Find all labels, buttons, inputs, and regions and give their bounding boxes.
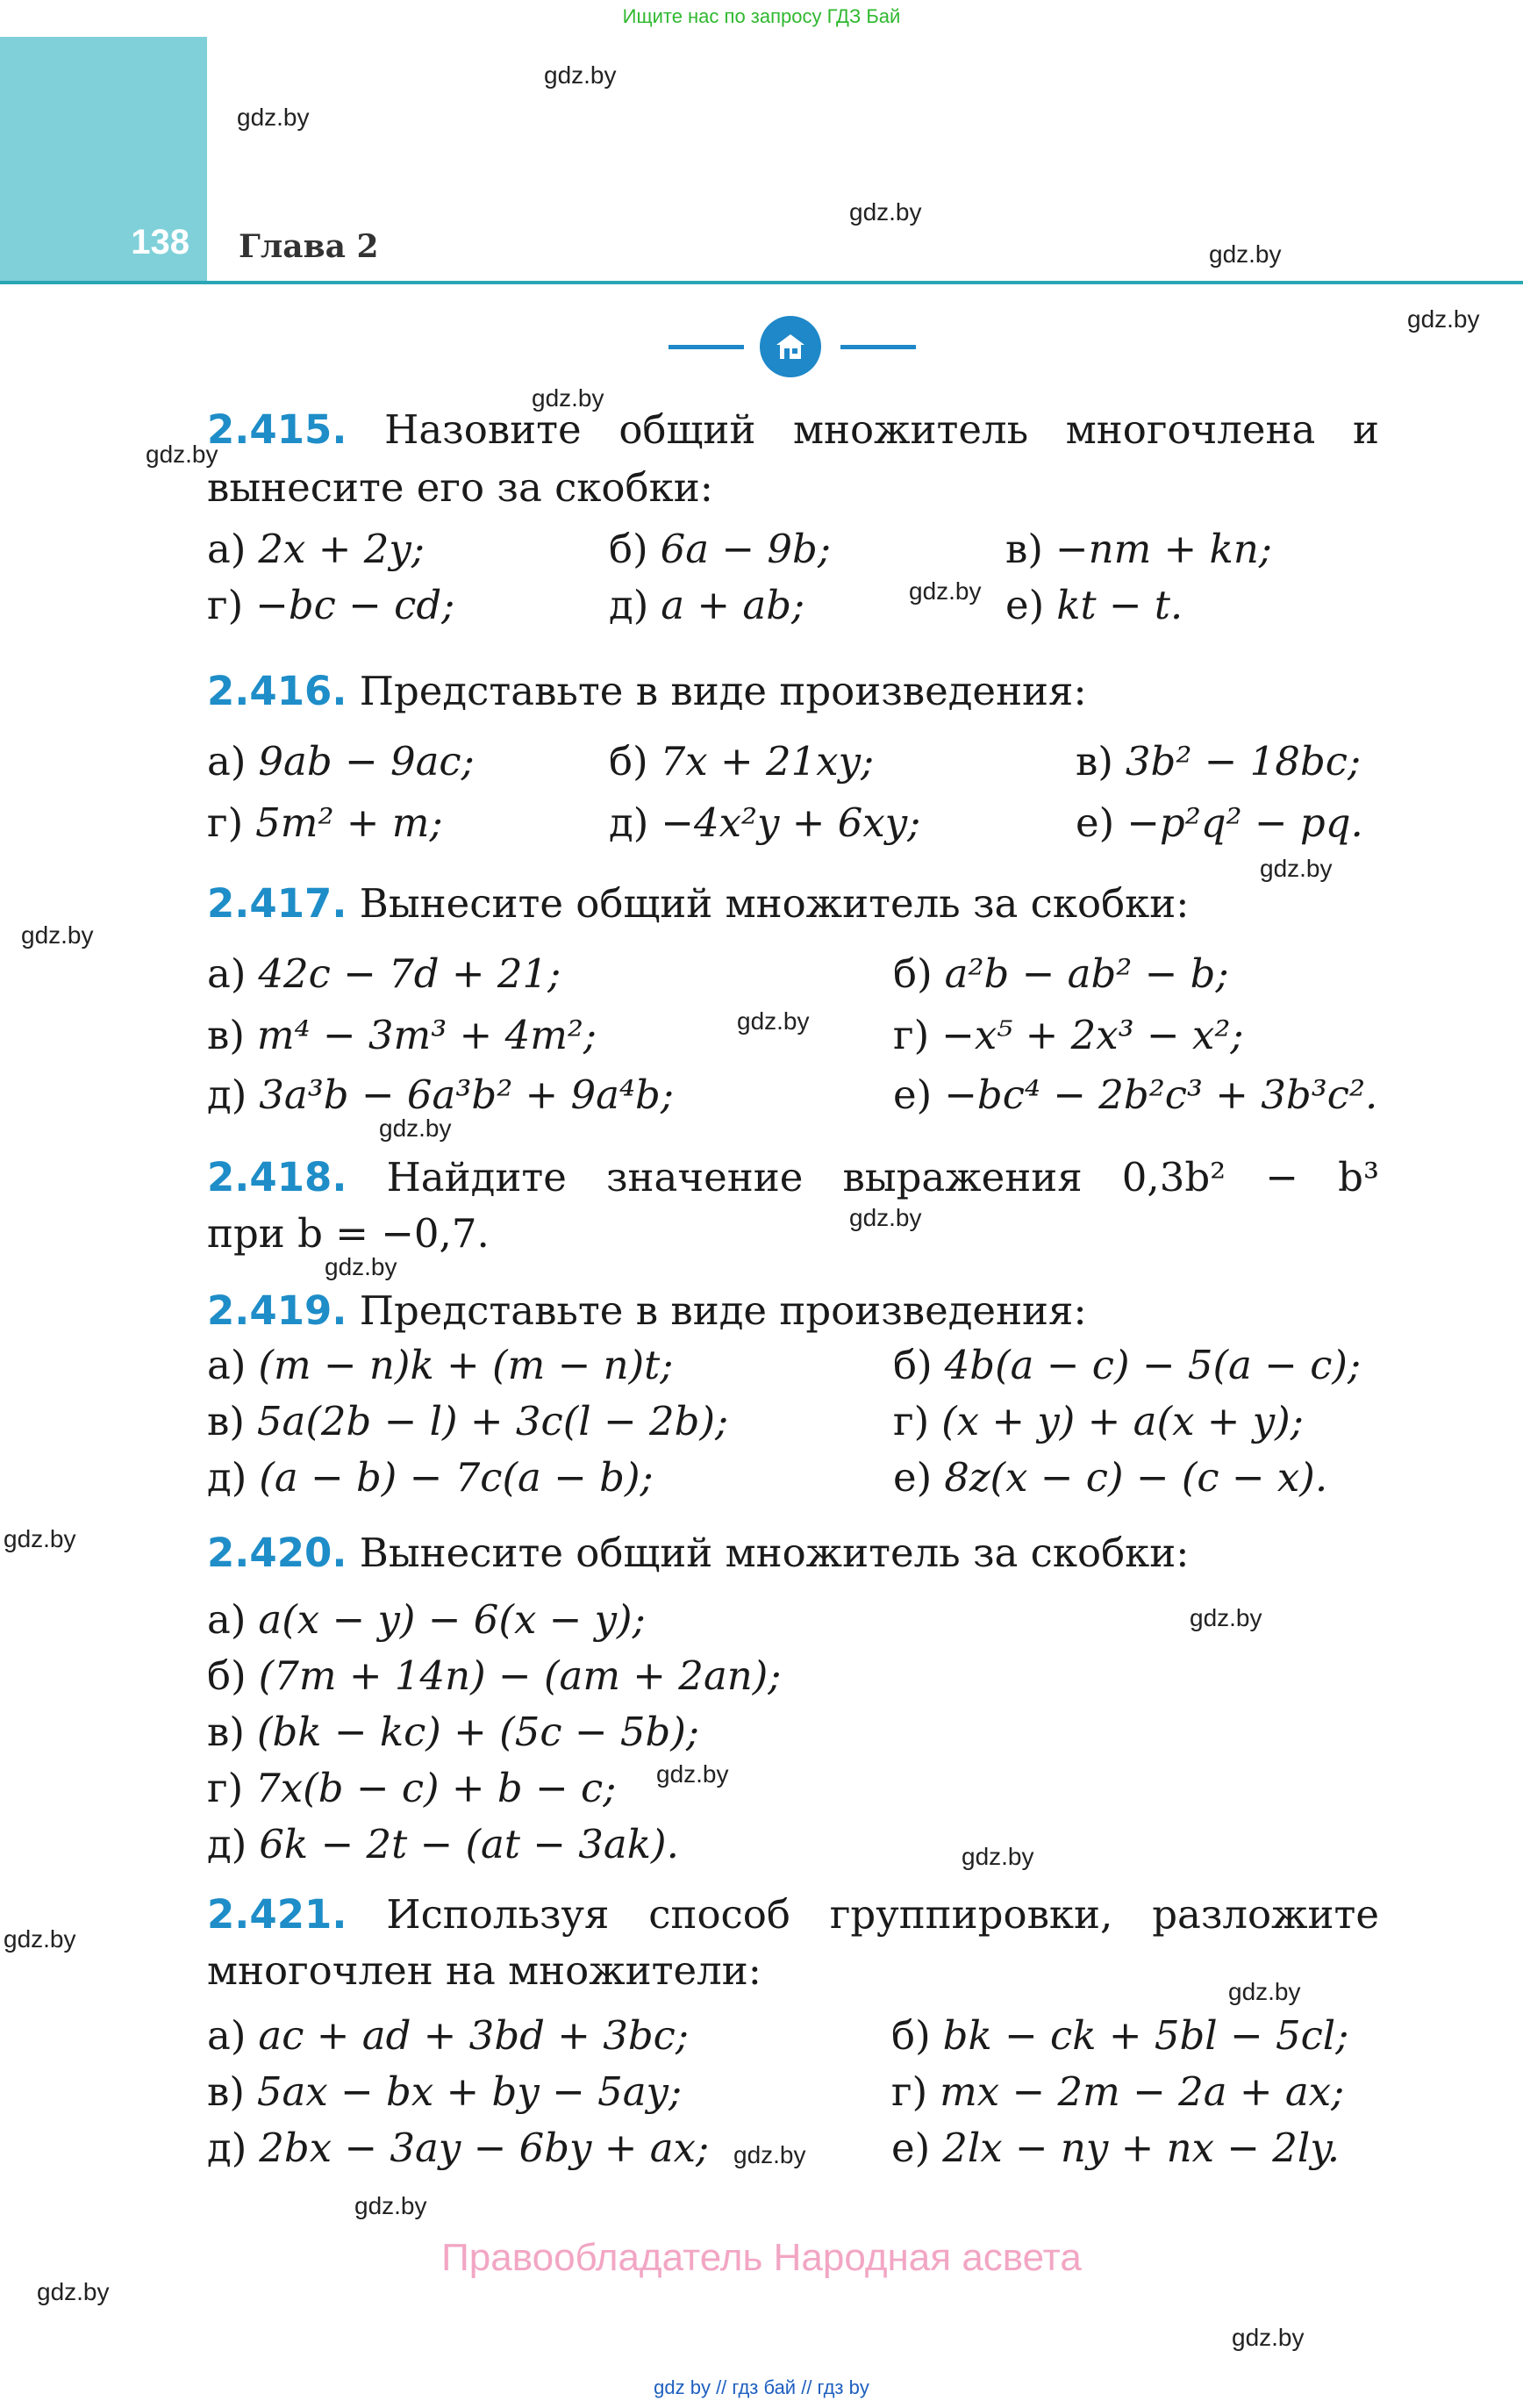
watermark: gdz.by xyxy=(37,2278,110,2305)
item-2-416-g: г) 5m² + m; xyxy=(207,799,443,846)
page-number: 138 xyxy=(131,223,189,262)
exercise-text: Вынесите общий множитель за скобки: xyxy=(359,1530,1190,1576)
exercise-2-421-line1 xyxy=(207,1887,1379,1943)
item-2-421-a: а) ac + ad + 3bd + 3bc; xyxy=(207,2012,690,2059)
watermark: gdz.by xyxy=(1209,240,1282,268)
exercise-2-417-line1 xyxy=(207,876,1379,932)
item-2-421-b: б) bk − ck + 5bl − 5cl; xyxy=(891,2012,1349,2059)
exercise-number: 2.416. xyxy=(207,668,347,714)
exercise-2-415-line1 xyxy=(207,402,1379,458)
watermark: gdz.by xyxy=(379,1114,452,1142)
watermark: gdz.by xyxy=(1232,2324,1305,2351)
watermark: gdz.by xyxy=(354,2192,427,2219)
item-2-420-g: г) 7x(b − c) + b − c; xyxy=(207,1765,617,1811)
item-2-420-d: д) 6k − 2t − (at − 3ak). xyxy=(207,1821,679,1867)
item-2-415-e: е) kt − t. xyxy=(1005,582,1183,628)
watermark: gdz.by xyxy=(737,1007,810,1035)
item-2-417-a: а) 42c − 7d + 21; xyxy=(207,950,561,997)
item-2-417-b: б) a²b − ab² − b; xyxy=(893,950,1229,997)
item-2-420-b: б) (7m + 14n) − (am + 2an); xyxy=(207,1652,782,1699)
header-divider xyxy=(0,281,1523,284)
item-2-416-d: д) −4x²y + 6xy; xyxy=(609,799,921,846)
chapter-title: Глава 2 xyxy=(239,228,379,265)
item-2-421-d: д) 2bx − 3ay − 6by + ax; xyxy=(207,2125,710,2171)
exercise-2-418-line1 xyxy=(207,1150,1379,1206)
item-2-415-g: г) −bc − cd; xyxy=(207,582,455,628)
item-2-419-a: а) (m − n)k + (m − n)t; xyxy=(207,1342,674,1388)
item-2-417-g: г) −x⁵ + 2x³ − x²; xyxy=(893,1012,1244,1058)
exercise-text: Назовите общий множитель многочлена и xyxy=(384,406,1379,453)
watermark: gdz.by xyxy=(146,441,218,468)
item-2-416-v: в) 3b² − 18bc; xyxy=(1076,738,1362,785)
section-dash-right xyxy=(840,345,916,349)
watermark: gdz.by xyxy=(849,198,922,226)
watermark: gdz.by xyxy=(962,1843,1034,1870)
exercise-number: 2.417. xyxy=(207,880,347,927)
footer-links: gdz by // гдз бай // гдз by xyxy=(654,2376,869,2398)
exercise-2-418-line2: при b = −0,7. xyxy=(207,1210,490,1257)
top-search-note: Ищите нас по запросу ГДЗ Бай xyxy=(622,5,901,27)
exercise-2-419-line1 xyxy=(207,1283,1379,1339)
watermark: gdz.by xyxy=(4,1925,76,1953)
item-2-415-d: д) a + ab; xyxy=(609,582,805,628)
exercise-2-415-line2: вынесите его за скобки: xyxy=(207,464,713,511)
watermark: gdz.by xyxy=(532,384,604,412)
item-2-417-d: д) 3a³b − 6a³b² + 9a⁴b; xyxy=(207,1071,675,1118)
exercise-number: 2.419. xyxy=(207,1287,347,1334)
watermark: gdz.by xyxy=(325,1253,397,1280)
item-2-415-v: в) −nm + kn; xyxy=(1005,526,1272,572)
item-2-415-a: а) 2x + 2y; xyxy=(207,526,425,572)
section-dash-left xyxy=(669,345,744,349)
exercise-2-420-line1 xyxy=(207,1525,1379,1581)
item-2-417-e: е) −bc⁴ − 2b²c³ + 3b³c². xyxy=(893,1071,1378,1118)
item-2-419-g: г) (x + y) + a(x + y); xyxy=(893,1398,1304,1444)
watermark: gdz.by xyxy=(1190,1604,1262,1631)
item-2-421-e: е) 2lx − ny + nx − 2ly. xyxy=(891,2125,1341,2171)
exercise-number: 2.415. xyxy=(207,406,347,453)
exercise-text: Представьте в виде произведения: xyxy=(359,668,1087,714)
item-2-417-v: в) m⁴ − 3m³ + 4m²; xyxy=(207,1012,597,1058)
exercise-number: 2.418. xyxy=(207,1154,347,1200)
exercise-text: Используя способ группировки, разложите xyxy=(386,1891,1379,1938)
item-2-420-a: а) a(x − y) − 6(x − y); xyxy=(207,1596,646,1643)
exercise-text: Представьте в виде произведения: xyxy=(359,1287,1087,1334)
item-2-420-v: в) (bk − kc) + (5c − 5b); xyxy=(207,1709,700,1755)
item-2-419-b: б) 4b(a − c) − 5(a − c); xyxy=(893,1342,1362,1388)
watermark: gdz.by xyxy=(1407,305,1480,333)
item-2-416-a: а) 9ab − 9ac; xyxy=(207,738,475,785)
item-2-416-b: б) 7x + 21xy; xyxy=(609,738,875,785)
exercise-2-421-line2: многочлен на множители: xyxy=(207,1947,762,1994)
item-2-421-g: г) mx − 2m − 2a + ax; xyxy=(891,2068,1345,2115)
exercise-text: Найдите значение выражения 0,3b² − b³ xyxy=(386,1154,1379,1200)
copyright-notice: Правообладатель Народная асвета xyxy=(441,2236,1082,2279)
watermark: gdz.by xyxy=(849,1204,922,1231)
exercise-number: 2.420. xyxy=(207,1530,347,1576)
item-2-415-b: б) 6a − 9b; xyxy=(609,526,832,572)
watermark: gdz.by xyxy=(4,1525,76,1552)
watermark: gdz.by xyxy=(237,104,310,131)
watermark: gdz.by xyxy=(1228,1978,1301,2005)
item-2-419-d: д) (a − b) − 7c(a − b); xyxy=(207,1454,654,1501)
exercise-2-416-line1 xyxy=(207,663,1379,720)
watermark: gdz.by xyxy=(909,577,982,605)
watermark: gdz.by xyxy=(656,1760,729,1788)
item-2-416-e: е) −p²q² − pq. xyxy=(1076,799,1363,846)
watermark: gdz.by xyxy=(544,61,617,89)
home-icon xyxy=(760,316,821,377)
item-2-421-v: в) 5ax − bx + by − 5ay; xyxy=(207,2068,683,2115)
item-2-419-e: е) 8z(x − c) − (c − x). xyxy=(893,1454,1328,1501)
item-2-419-v: в) 5a(2b − l) + 3c(l − 2b); xyxy=(207,1398,729,1444)
watermark: gdz.by xyxy=(1260,855,1333,882)
watermark: gdz.by xyxy=(733,2141,806,2168)
exercise-number: 2.421. xyxy=(207,1891,347,1938)
watermark: gdz.by xyxy=(21,921,94,949)
exercise-text: Вынесите общий множитель за скобки: xyxy=(359,880,1190,927)
